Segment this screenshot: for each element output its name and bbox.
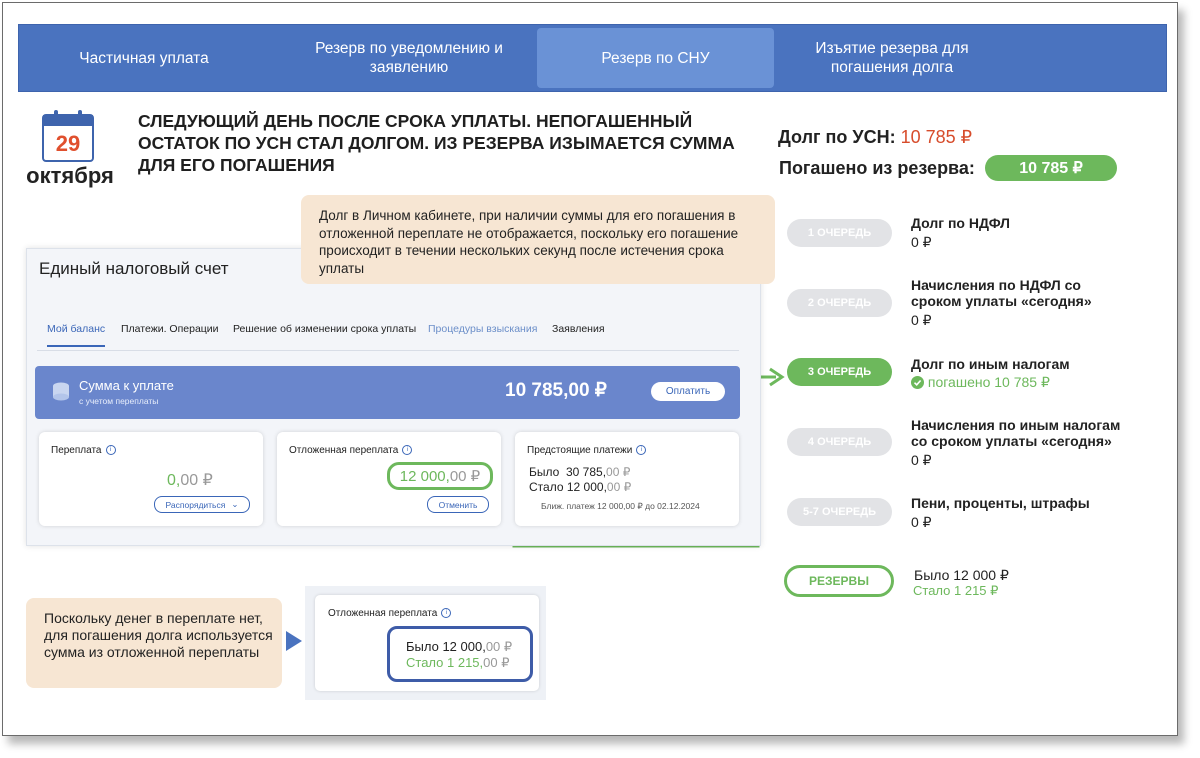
overpayment-value: 0,00 ₽ xyxy=(167,472,213,489)
queue-3-value: погашено 10 785 ₽ xyxy=(911,374,1050,391)
calendar-month: октября xyxy=(26,163,114,188)
tab-reserve-notification[interactable]: Резерв по уведомлению и заявлению xyxy=(315,40,503,76)
deferred-now: Стало 1 215,00 ₽ xyxy=(406,655,510,670)
deferred-detail-title: Отложенная переплата i xyxy=(328,608,451,619)
ens-panel xyxy=(26,248,761,546)
tab-reserve-snu[interactable]: Резерв по СНУ xyxy=(537,28,774,88)
queue-2-value: 0 ₽ xyxy=(911,312,932,328)
deferred-was: Было 12 000,00 ₽ xyxy=(406,639,513,654)
amount-due-bar xyxy=(35,366,740,419)
note-deferred-use: Поскольку денег в переплате нет, для погашения долга используется сумма из отложенной переплаты xyxy=(26,598,282,688)
page-title: СЛЕДУЮЩИЙ ДЕНЬ ПОСЛЕ СРОКА УПЛАТЫ. НЕПОГАШЕННЫЙ ОСТАТОК ПО УСН СТАЛ ДОЛГОМ. ИЗ РЕЗЕРВА ИЗЫМАЕТСЯ СУММА ДЛЯ ЕГО ПОГАШЕНИЯ xyxy=(138,111,735,175)
upcoming-payments-card xyxy=(515,432,739,526)
note-ens-debt: Долг в Личном кабинете, при наличии суммы для его погашения в отложенной переплате не отображается, поскольку его погашение происходит в течении нескольких секунд после истечения срока уплаты xyxy=(301,195,775,284)
deferred-detail-panel xyxy=(305,586,546,700)
upcoming-title: Предстоящие платежи i xyxy=(527,445,646,456)
ens-menu xyxy=(37,315,739,351)
coins-icon xyxy=(51,381,71,403)
ens-title: Единый налоговый счет xyxy=(39,259,229,278)
menu-collection[interactable]: Процедуры взыскания xyxy=(428,323,538,335)
deferred-title: Отложенная переплата i xyxy=(289,445,412,456)
queue-1-value: 0 ₽ xyxy=(911,234,932,250)
usn-debt-label: Долг по УСН: xyxy=(778,127,896,147)
next-payment: Ближ. платеж 12 000,00 ₽ до 02.12.2024 xyxy=(541,501,700,511)
overpayment-card xyxy=(39,432,263,526)
queue-3-pill: 3 ОЧЕРЕДЬ xyxy=(787,358,892,386)
check-circle-icon xyxy=(911,376,924,389)
queue-5-7-title: Пени, проценты, штрафы xyxy=(911,495,1090,511)
upcoming-now: Стало 12 000,00 ₽ xyxy=(529,480,632,494)
tab-reserve-withdrawal[interactable]: Изъятие резерва для погашения долга xyxy=(815,40,969,76)
info-icon: i xyxy=(106,445,116,455)
info-icon: i xyxy=(636,445,646,455)
usn-debt-value: 10 785 ₽ xyxy=(900,127,973,147)
deferred-value-highlight: 12 000, 00 ₽ xyxy=(387,462,493,490)
cancel-button[interactable]: Отменить xyxy=(427,496,489,513)
dispose-button[interactable]: Распорядиться ⌄ xyxy=(154,496,250,513)
queue-2-title: Начисления по НДФЛ со сроком уплаты «сегодня» xyxy=(911,277,1092,309)
calendar-day: 29 xyxy=(55,131,81,156)
tab-partial-payment[interactable]: Частичная уплата xyxy=(79,49,209,67)
queue-3-title: Долг по иным налогам xyxy=(911,356,1070,372)
queue-4-title: Начисления по иным налогам со сроком уплаты «сегодня» xyxy=(911,417,1121,449)
paid-from-reserve-label: Погашено из резерва: xyxy=(779,158,975,178)
queue-1-title: Долг по НДФЛ xyxy=(911,215,1010,231)
info-icon: i xyxy=(441,608,451,618)
menu-applications[interactable]: Заявления xyxy=(552,323,605,335)
queue-2-pill: 2 ОЧЕРЕДЬ xyxy=(787,289,892,317)
overpayment-title: Переплата i xyxy=(51,445,116,456)
arrow-right-icon xyxy=(284,630,304,652)
amount-due-value: 10 785,00 ₽ xyxy=(505,380,607,401)
deferred-detail-card xyxy=(315,595,539,691)
queue-1-pill: 1 ОЧЕРЕДЬ xyxy=(787,219,892,247)
reserves-now: Стало 1 215 ₽ xyxy=(913,583,999,598)
reserves-was: Было 12 000 ₽ xyxy=(914,567,1009,583)
queue-5-7-pill: 5-7 ОЧЕРЕДЬ xyxy=(787,498,892,526)
queue-4-pill: 4 ОЧЕРЕДЬ xyxy=(787,428,892,456)
deferred-overpayment-card xyxy=(277,432,501,526)
pay-button[interactable]: Оплатить xyxy=(651,382,725,401)
queue-5-7-value: 0 ₽ xyxy=(911,514,932,530)
upcoming-was: Было 30 785,00 ₽ xyxy=(529,465,631,479)
amount-due-label: Сумма к уплате xyxy=(79,378,174,393)
reserves-pill: РЕЗЕРВЫ xyxy=(784,565,894,597)
info-icon: i xyxy=(402,445,412,455)
menu-deadline-change[interactable]: Решение об изменении срока уплаты xyxy=(233,323,417,335)
paid-from-reserve-badge: 10 785 ₽ xyxy=(985,155,1117,181)
chevron-down-icon: ⌄ xyxy=(231,499,239,509)
queue-4-value: 0 ₽ xyxy=(911,452,932,468)
menu-my-balance[interactable]: Мой баланс xyxy=(47,323,105,347)
amount-due-sub: с учетом переплаты xyxy=(79,396,159,406)
menu-payments[interactable]: Платежи. Операции xyxy=(121,323,219,335)
deferred-change-box xyxy=(387,626,533,682)
